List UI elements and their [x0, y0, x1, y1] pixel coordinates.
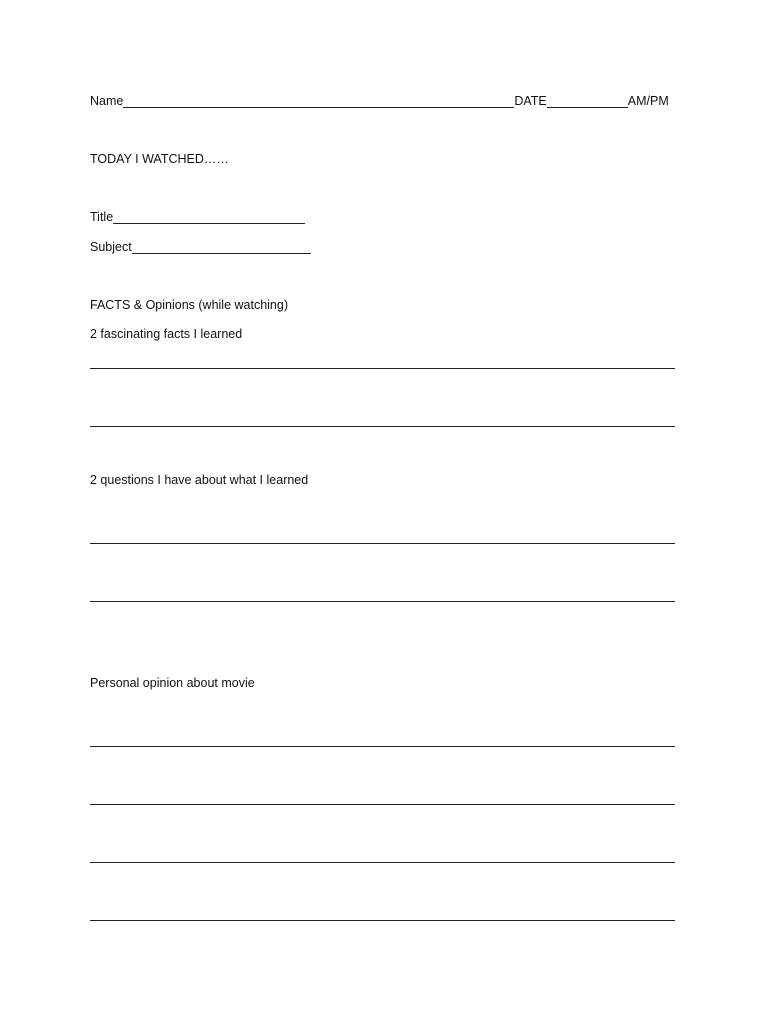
- opinion-answer-line-1[interactable]: [90, 746, 675, 747]
- facts-heading: FACTS & Opinions (while watching): [90, 298, 288, 312]
- ampm-label: AM/PM: [627, 94, 669, 108]
- subject-row: [90, 240, 311, 255]
- subject-label: Subject: [90, 240, 132, 254]
- opinion-answer-line-3[interactable]: [90, 862, 675, 863]
- name-date-row: [90, 94, 675, 109]
- date-label: DATE: [514, 94, 547, 108]
- fact-answer-line-1[interactable]: [90, 368, 675, 369]
- question-answer-line-1[interactable]: [90, 543, 675, 544]
- opinion-answer-line-4[interactable]: [90, 920, 675, 921]
- title-label: Title: [90, 210, 114, 224]
- date-blank[interactable]: [547, 95, 628, 108]
- title-blank[interactable]: [113, 211, 305, 224]
- opinion-prompt: Personal opinion about movie: [90, 676, 255, 690]
- fact-answer-line-2[interactable]: [90, 426, 675, 427]
- subject-blank[interactable]: [132, 241, 311, 254]
- opinion-answer-line-2[interactable]: [90, 804, 675, 805]
- name-blank[interactable]: [123, 95, 514, 108]
- today-watched-heading: TODAY I WATCHED……: [90, 152, 229, 166]
- name-label: Name: [90, 94, 124, 108]
- facts-prompt: 2 fascinating facts I learned: [90, 327, 243, 341]
- question-answer-line-2[interactable]: [90, 601, 675, 602]
- questions-prompt: 2 questions I have about what I learned: [90, 473, 309, 487]
- title-row: [90, 210, 305, 225]
